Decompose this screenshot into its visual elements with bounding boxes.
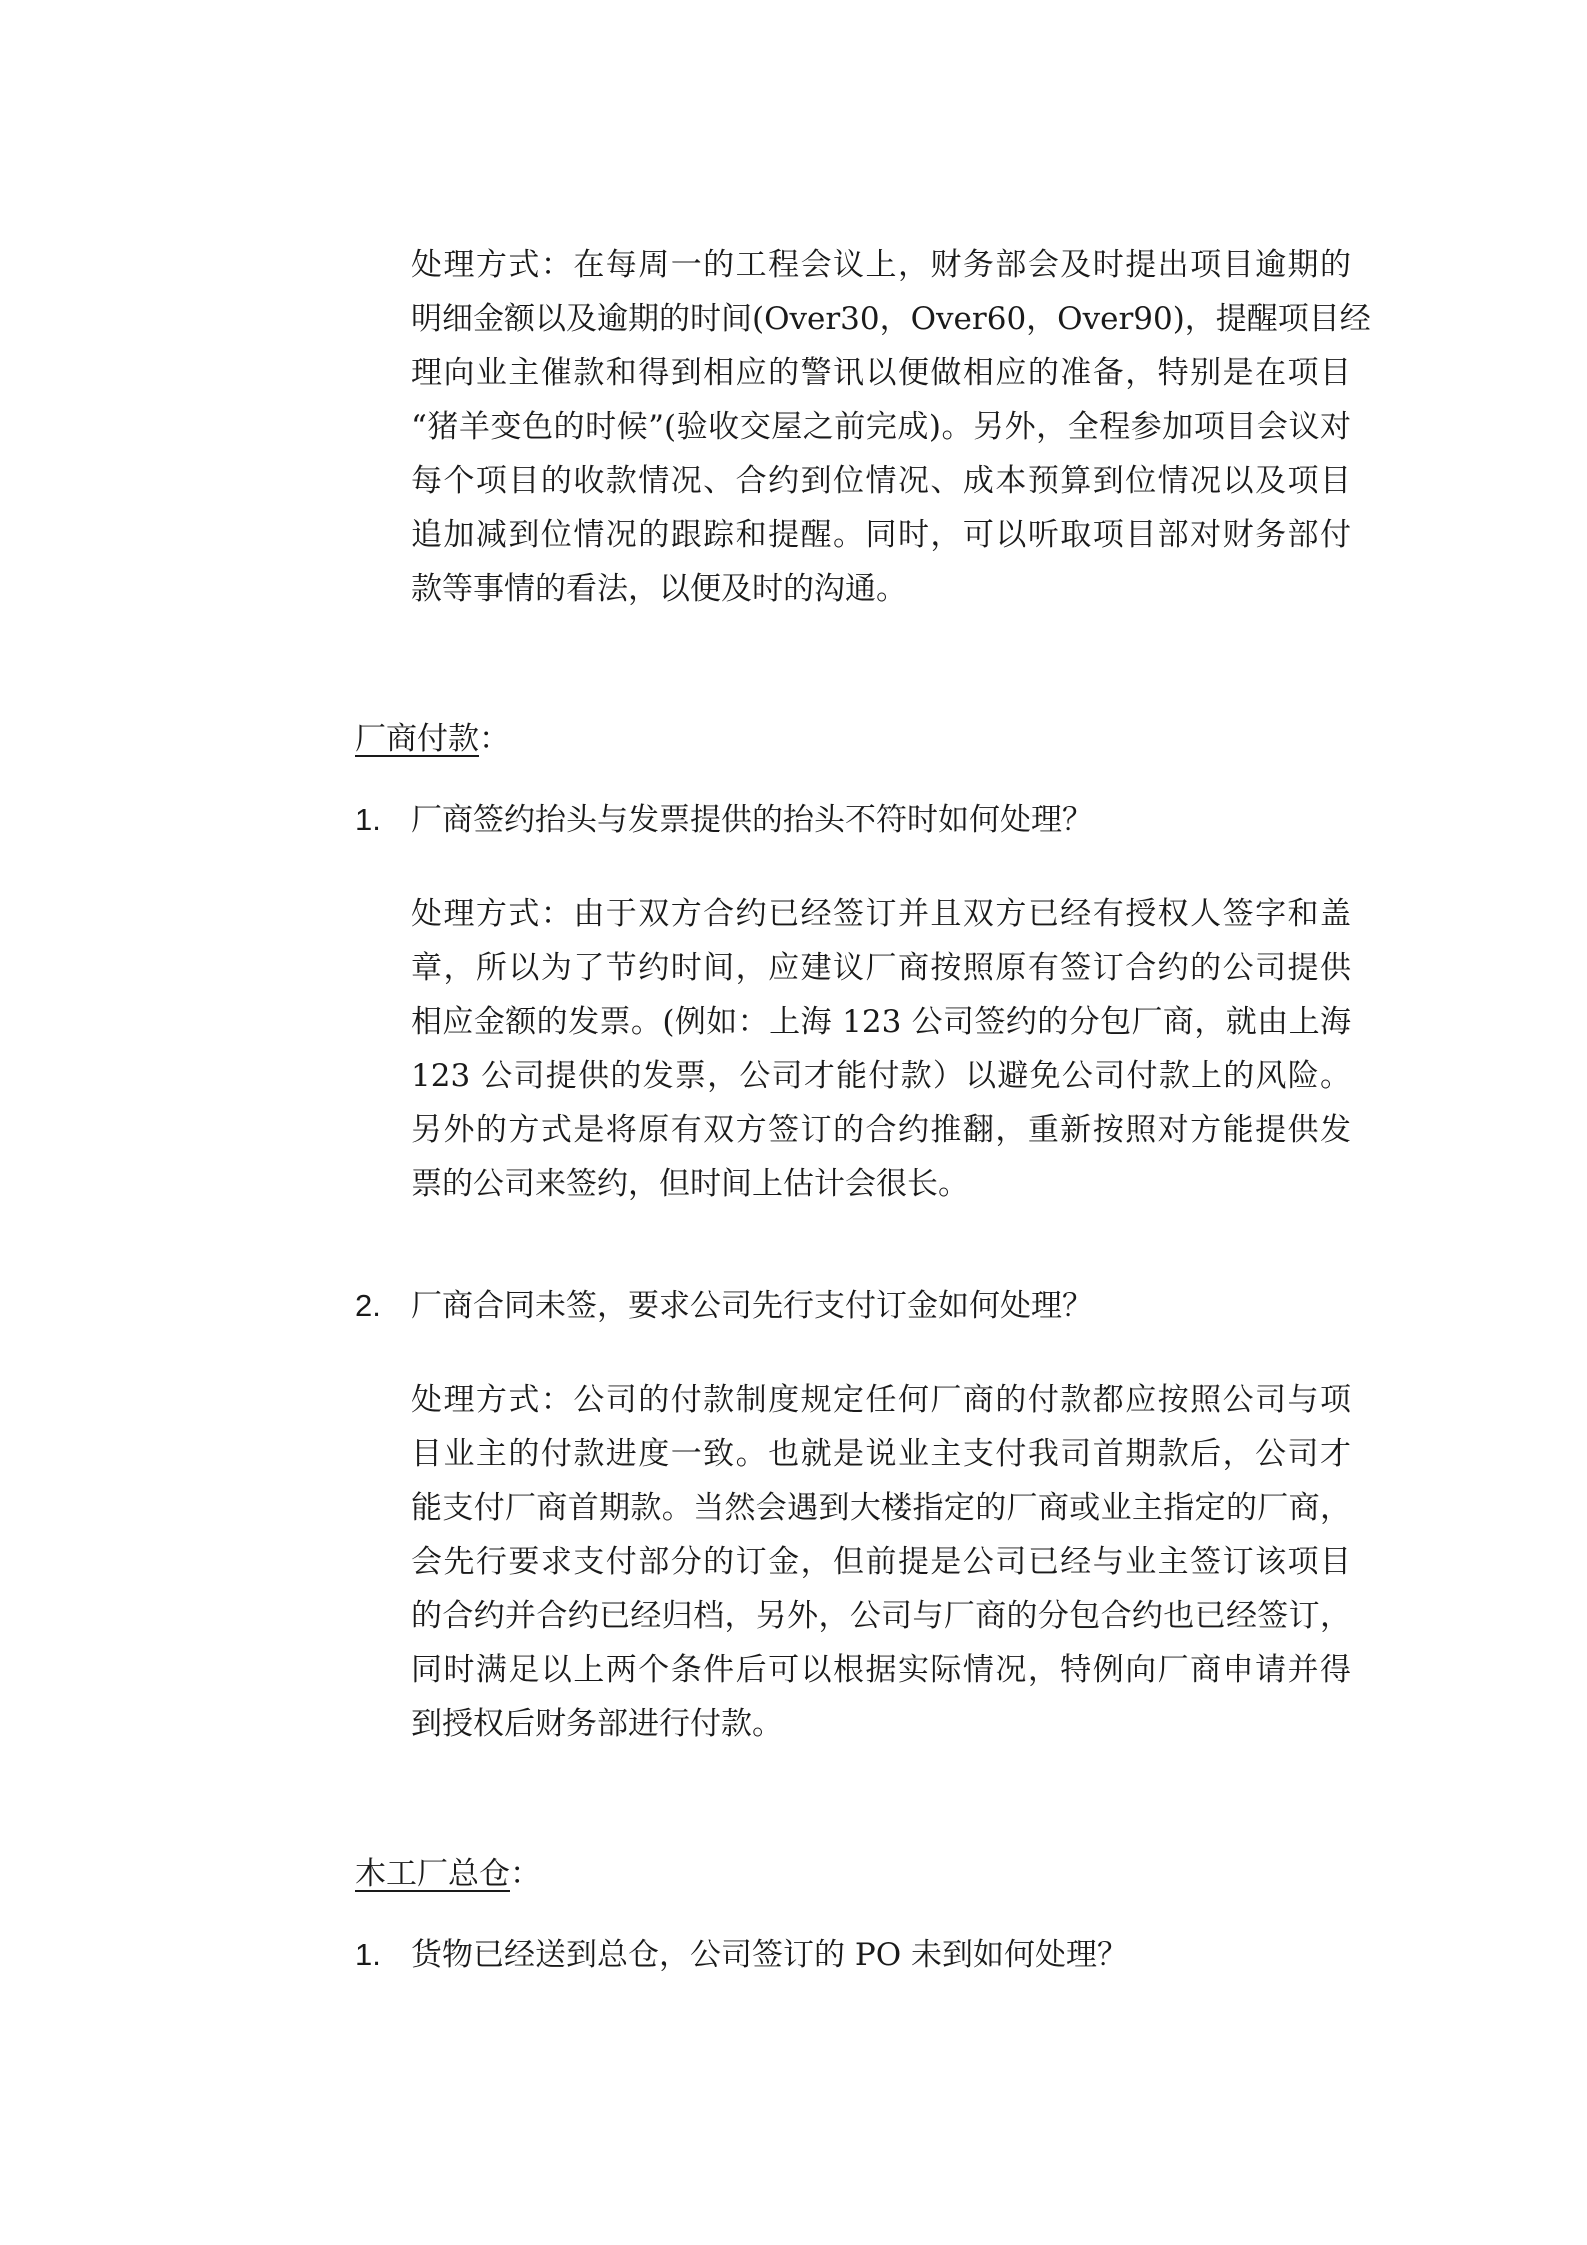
section-heading-warehouse xyxy=(355,1847,541,1901)
text-line: 目业主的付款进度一致。也就是说业主支付我司首期款后，公司才 xyxy=(411,1436,1351,1472)
section-heading-vendor-payment xyxy=(355,712,510,766)
text-line: 会先行要求支付部分的订金，但前提是公司已经与业主签订该项目 xyxy=(411,1544,1351,1580)
section-heading-text: 厂商付款 xyxy=(355,721,479,757)
question-text: 货物已经送到总仓，公司签订的 PO 未到如何处理？ xyxy=(411,1937,1128,1973)
paragraph-deposit-handling xyxy=(411,1373,1351,1751)
question-item-2 xyxy=(355,1279,1093,1333)
text-line: 能支付厂商首期款。当然会遇到大楼指定的厂商或业主指定的厂商， xyxy=(411,1490,1351,1526)
text-line: 另外的方式是将原有双方签订的合约推翻，重新按照对方能提供发 xyxy=(411,1112,1351,1148)
text-line: 理向业主催款和得到相应的警讯以便做相应的准备，特别是在项目 xyxy=(411,355,1351,391)
text-line: 追加减到位情况的跟踪和提醒。同时，可以听取项目部对财务部付 xyxy=(411,517,1351,553)
question-number: 1. xyxy=(355,802,381,837)
question-item-1 xyxy=(355,793,1093,847)
text-line: 每个项目的收款情况、合约到位情况、成本预算到位情况以及项目 xyxy=(411,463,1351,499)
paragraph-title-mismatch-handling xyxy=(411,887,1351,1211)
text-line: 款等事情的看法，以便及时的沟通。 xyxy=(411,571,907,607)
section-heading-text: 木工厂总仓 xyxy=(355,1856,510,1892)
text-line: 同时满足以上两个条件后可以根据实际情况，特例向厂商申请并得 xyxy=(411,1652,1351,1688)
text-line: 相应金额的发票。(例如：上海 123 公司签约的分包厂商，就由上海 xyxy=(411,1004,1351,1040)
text-line: “猪羊变色的时候”(验收交屋之前完成)。另外，全程参加项目会议对 xyxy=(411,409,1351,445)
section-heading-colon: ： xyxy=(479,721,510,757)
text-line: 票的公司来签约，但时间上估计会很长。 xyxy=(411,1166,969,1202)
question-text: 厂商签约抬头与发票提供的抬头不符时如何处理？ xyxy=(411,802,1093,838)
text-line: 处理方式：在每周一的工程会议上，财务部会及时提出项目逾期的 xyxy=(411,247,1351,283)
text-line: 123 公司提供的发票，公司才能付款）以避免公司付款上的风险。 xyxy=(411,1058,1351,1094)
text-line: 到授权后财务部进行付款。 xyxy=(411,1706,783,1742)
section-heading-colon: ： xyxy=(510,1856,541,1892)
question-text: 厂商合同未签，要求公司先行支付订金如何处理？ xyxy=(411,1288,1093,1324)
text-line: 处理方式：公司的付款制度规定任何厂商的付款都应按照公司与项 xyxy=(411,1382,1351,1418)
paragraph-overdue-handling xyxy=(411,238,1371,616)
text-line: 明细金额以及逾期的时间(Over30，Over60，Over90)，提醒项目经 xyxy=(411,301,1371,337)
question-number: 2. xyxy=(355,1288,381,1323)
question-item-3 xyxy=(355,1928,1128,1982)
question-number: 1. xyxy=(355,1937,381,1972)
text-line: 处理方式：由于双方合约已经签订并且双方已经有授权人签字和盖 xyxy=(411,896,1351,932)
text-line: 的合约并合约已经归档，另外，公司与厂商的分包合约也已经签订， xyxy=(411,1598,1351,1634)
text-line: 章，所以为了节约时间，应建议厂商按照原有签订合约的公司提供 xyxy=(411,950,1351,986)
